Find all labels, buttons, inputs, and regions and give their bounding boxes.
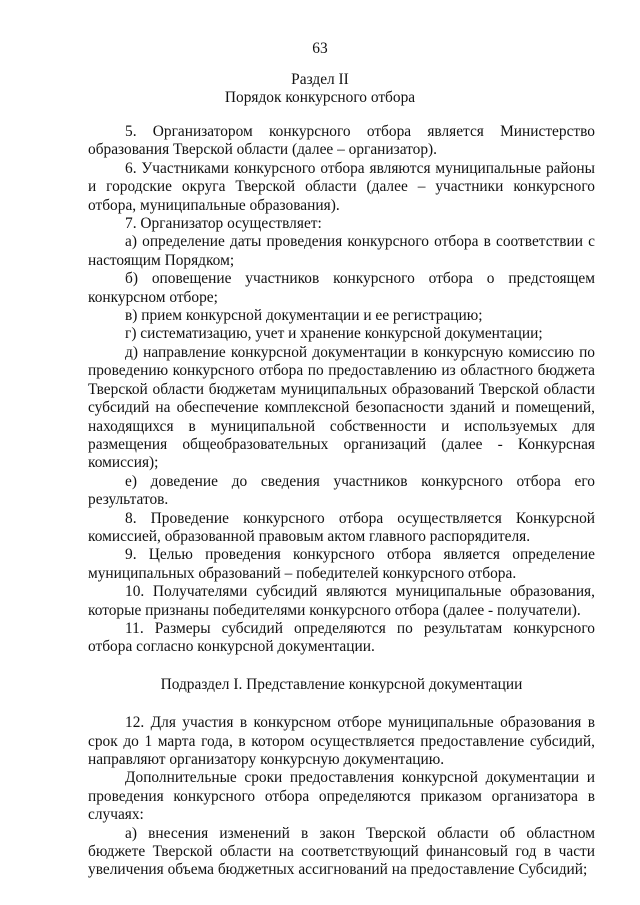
paragraph: 12. Для участия в конкурсном отборе муниципальные образования в срок до 1 марта года, в котором осуществляется предоставление субсидий, направляют организатору конкурсную документацию. xyxy=(88,714,595,768)
paragraph: д) направление конкурсной документации в конкурсную комиссию по проведению конкурсного отбора по предоставлению из областного бюджета Тверской области бюджетам муниципальных образований Тверской области субсидий на обеспечение комплексной безопасности зданий и помещений, находящихся в муниципальной собственности и используемых для размещения общеобразовательных организаций (далее - Конкурсная комиссия); xyxy=(88,343,595,472)
paragraph: 9. Целью проведения конкурсного отбора является определение муниципальных образований – победителей конкурсного отбора. xyxy=(88,546,595,582)
paragraph: 8. Проведение конкурсного отбора осуществляется Конкурсной комиссией, образованной правовым актом главного распорядителя. xyxy=(88,509,595,545)
paragraph: а) определение даты проведения конкурсного отбора в соответствии с настоящим Порядком; xyxy=(88,233,595,269)
section-subtitle: Порядок конкурсного отбора xyxy=(224,89,416,106)
paragraph: е) доведение до сведения участников конкурсного отбора его результатов. xyxy=(88,472,595,509)
subsection-title: Подраздел I. Представление конкурсной документации xyxy=(160,675,523,693)
paragraph: 11. Размеры субсидий определяются по результатам конкурсного отбора согласно конкурсной документации. xyxy=(88,619,595,656)
paragraph: Дополнительные сроки предоставления конкурсной документации и проведения конкурсного отбора определяются приказом организатора в случаях: xyxy=(88,769,595,824)
paragraph: 7. Организатор осуществляет: xyxy=(125,215,322,233)
paragraph: а) внесения изменений в закон Тверской области об областном бюджете Тверской области на соответствующий финансовый год в части увеличения объема бюджетных ассигнований на предоставление Субсидий; xyxy=(88,824,595,879)
paragraph: в) прием конкурсной документации и ее регистрацию; xyxy=(125,307,483,325)
document-body xyxy=(88,123,595,880)
page-number: 63 xyxy=(312,40,328,57)
section-title: Раздел II xyxy=(291,71,349,88)
paragraph: 5. Организатором конкурсного отбора является Министерство образования Тверской области (далее – организатор). xyxy=(88,123,595,159)
paragraph: г) систематизацию, учет и хранение конкурсной документации; xyxy=(125,325,543,343)
paragraph: 10. Получателями субсидий являются муниципальные образования, которые признаны победителями конкурсного отбора (далее - получатели). xyxy=(88,583,595,619)
paragraph: б) оповещение участников конкурсного отбора о предстоящем конкурсном отборе; xyxy=(88,270,595,306)
paragraph: 6. Участниками конкурсного отбора являются муниципальные районы и городские округа Тверской области (далее – участники конкурсного отбора, муниципальные образования). xyxy=(88,159,595,214)
